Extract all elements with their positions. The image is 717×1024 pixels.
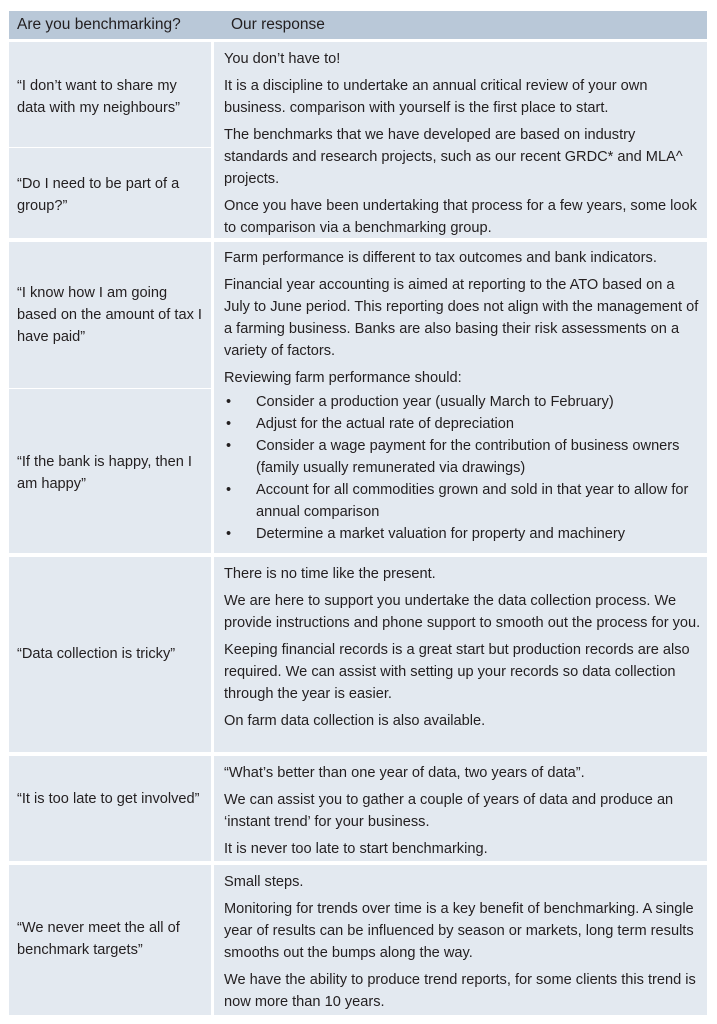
table-header [9,11,707,39]
question-tax-paid: “I know how I am going based on the amount of tax I have paid” [17,285,202,345]
column-divider [211,242,214,553]
question-bank-happy: “If the bank is happy, then I am happy” [17,454,192,492]
column-divider [211,557,214,752]
header-question-column: Are you benchmarking? [17,16,181,33]
response-paragraph: Reviewing farm performance should: [224,370,462,386]
question-too-late: “It is too late to get involved” [17,791,200,807]
list-item-text: Account for all commodities grown and sold in that year to allow for annual comparison [256,482,689,520]
response-block-4 [224,762,701,865]
row-divider [9,147,211,148]
table-row-sharing-data [9,42,707,238]
response-paragraph: Once you have been undertaking that process for a few years, some look to comparison via a benchmarking group. [224,198,697,236]
response-block-2 [224,247,701,545]
table-row-data-collection [9,557,707,752]
list-item [224,523,701,545]
question-part-of-group: “Do I need to be part of a group?” [17,176,180,214]
response-paragraph: The benchmarks that we have developed are based on industry standards and research projects, such as our recent GRDC* and MLA^ projects. [224,127,683,187]
table-row-benchmark-targets [9,865,707,1015]
response-paragraph: Monitoring for trends over time is a key benefit of benchmarking. A single year of results can be influenced by season or markets, long term results smooths out the bumps along the way. [224,901,694,961]
list-item [224,479,701,523]
question-data-collection: “Data collection is tricky” [17,646,176,662]
table-row-tax-bank [9,242,707,553]
response-paragraph: It is never too late to start benchmarking. [224,841,488,857]
response-paragraph: We have the ability to produce trend reports, for some clients this trend is now more than 10 years. [224,972,696,1010]
column-divider [211,42,214,238]
bullet-icon: • [226,438,232,454]
response-paragraph: There is no time like the present. [224,566,436,582]
response-paragraph: Keeping financial records is a great start but production records are also required. We can assist with setting up your records so data collection through the year is easier. [224,642,690,702]
list-item [224,435,701,479]
bullet-icon: • [226,416,232,432]
list-item-text: Consider a wage payment for the contribution of business owners (family usually remunerated via drawings) [256,438,680,476]
response-paragraph: It is a discipline to undertake an annual critical review of your own business. comparison with yourself is the first place to start. [224,78,648,116]
response-paragraph: Farm performance is different to tax outcomes and bank indicators. [224,250,657,266]
response-block-5 [224,871,701,1018]
list-item [224,413,701,435]
response-paragraph: You don’t have to! [224,51,341,67]
response-paragraph: We can assist you to gather a couple of years of data and produce an ‘instant trend’ for your business. [224,792,674,830]
bullet-icon: • [226,394,232,410]
response-paragraph: “What’s better than one year of data, two years of data”. [224,765,585,781]
question-share-data: “I don’t want to share my data with my neighbours” [17,78,181,116]
list-item-text: Determine a market valuation for property and machinery [256,526,626,542]
list-item-text: Consider a production year (usually March to February) [256,394,614,410]
question-benchmark-targets: “We never meet the all of benchmark targets” [17,920,180,958]
table-row-too-late [9,756,707,861]
bullet-icon: • [226,526,232,542]
column-divider [211,865,214,1015]
response-block-3 [224,563,701,737]
response-paragraph: On farm data collection is also available. [224,713,486,729]
response-block-1 [224,48,701,244]
response-paragraph: Financial year accounting is aimed at reporting to the ATO based on a July to June period. This reporting does not align with the management of a farming business. Banks are also basing their risk assessments on a variety of factors. [224,277,699,359]
response-paragraph: We are here to support you undertake the data collection process. We provide instructions and phone support to smooth out the process for you. [224,593,701,631]
column-divider [211,756,214,861]
list-item [224,391,701,413]
response-paragraph: Small steps. [224,874,304,890]
bullet-icon: • [226,482,232,498]
list-item-text: Adjust for the actual rate of depreciation [256,416,514,432]
row-divider [9,388,211,389]
header-response-column: Our response [231,16,325,33]
